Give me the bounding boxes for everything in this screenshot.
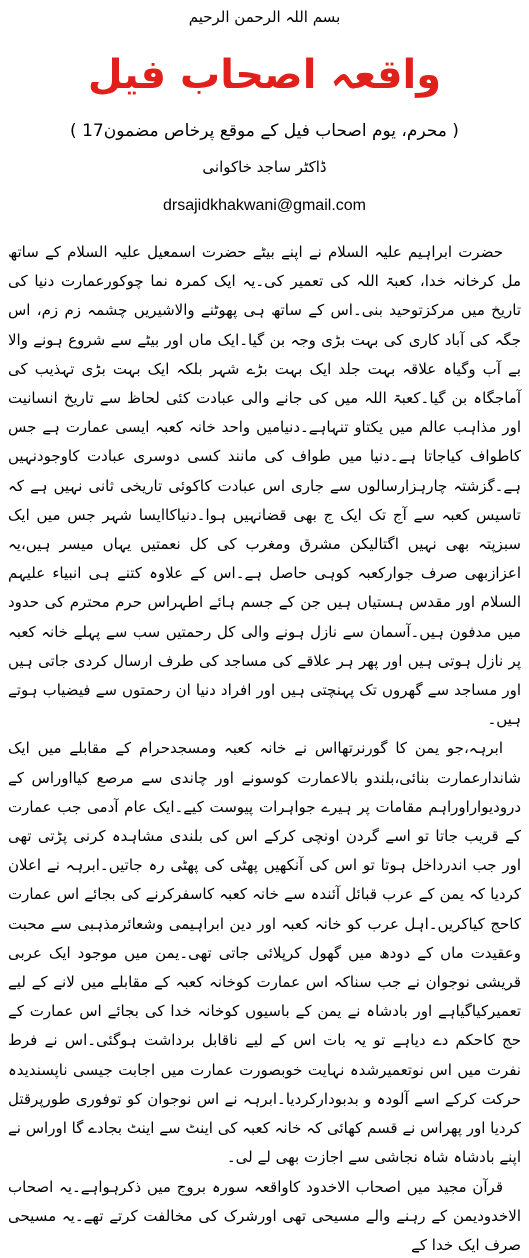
- article-body: [8, 238, 521, 1258]
- paragraph: ابرہہ،جو یمن کا گورنرتھااس نے خانہ کعبہ ومسجدحرام کے مقابلے میں ایک شاندارعمارت بنائی،بلندو بالاعمارت کوسونے اور چاندی سے مرصع کیااوراس کے درودیواراوراہم مقامات پر ہیرے جواہرات پیوست کیے۔ایک عام آدمی جب عمارت کے قریب جاتا تو اسے گردن اونچی کرکے اس کی بلندی مشاہدہ کرنی پڑتی تھی اور جب اندرداخل ہوتا تو اس کی آنکھیں پھٹی کی پھٹی رہ جاتیں۔ابرہہ نے اعلان کردیا کہ یمن کے عرب قبائل آئندہ سے خانہ کعبہ کاسفرکرنے کی بجائے اس عمارت کاحج کیاکریں۔اہل عرب کو خانہ کعبہ اور دین ابراہیمی وشعائرمذہبی سے محبت وعقیدت ماں کے دودھ میں گھول کرپلائی جاتی تھی۔یمن میں موجود ایک عربی قریشی نوجوان نے جب سناکہ اس عمارت کوخانہ کعبہ کے مقابلے میں لانے کے لیے تعمیرکیاگیاہے اور بادشاہ نے یمن کے باسیوں کوخانہ خدا کی بجائے اس عمارت کے حج کاحکم دے دیاہے تو یہ بات اس کے لیے ناقابل برداشت ہوگئی۔اس نے فرط نفرت میں اس نوتعمیرشدہ نہایت خوبصورت عمارت میں اجابت جیسی ناپسندیدہ حرکت کرکے اسے آلودہ و بدبودارکردیا۔ابرہہ نے اس نوجوان کو توفوری طورپرقتل کردیا اور پھراس نے قسم کھائی کہ خانہ کعبہ کی اینٹ سے اینٹ بجادے گا اوراس نے اپنے بادشاہ شاہ نجاشی سے اجازت بھی لے لی۔: [8, 739, 521, 1167]
- article-title: واقعہ اصحاب فیل: [87, 52, 442, 98]
- author-name: ڈاکٹر ساجد خاکوانی: [202, 158, 327, 176]
- paragraph: حضرت ابراہیم علیہ السلام نے اپنے بیٹے حضرت اسمعیل علیہ السلام کے ساتھ مل کرخانہ خدا، کعبۃ اللہ کی تعمیر کی۔یہ ایک کمرہ نما چوکورعمارت دنیا کی تاریخ میں مرکزتوحید بنی۔اس کے ساتھ ہی پھوٹنے والاشیریں چشمہ زم زم، اس جگہ کی آباد کاری کی بہت بڑی وجہ بن گیا۔ایک ماں اور بیٹے سے شروع ہونے والا بے آب وگیاہ علاقہ بہت جلد ایک بہت بڑے شہر بلکہ ایک بہت بڑی تہذیب کی آماجگاہ بن گیا۔کعبۃ اللہ میں کی جانے والی عبادت کئی لحاظ سے تاریخ انسانیت اور مذاہب عالم میں یکتاو تنہاہے۔دنیامیں واحد خانہ کعبہ ایسی عمارت ہے جس کاطواف کیاجاتا ہے۔دنیا میں طواف کی مانند کسی دوسری عبادت کاوجودنہیں ہے۔گزشتہ چارہزارسالوں سے جاری اس عبادت کاکوئی تاریخی ثانی نہیں ہے کہ تاسیس کعبہ سے آج تک ایک ج بھی قضانہیں ہوا۔دنیاکاایسا شہر جس میں ایک سبزپتہ بھی نہیں اگتالیکن مشرق ومغرب کی کل نعمتیں یہاں میسر ہیں،یہ اعزازبھی صرف جوارکعبہ کوہی حاصل ہے۔اس کے علاوہ کتنے ہی انبیاء علیہم السلام اور مقدس ہستیاں ہیں جن کے جسم ہائے اطہراس حرم محترم کی حدود میں مدفون ہیں۔آسمان سے نازل ہونے والی کل رحمتیں سب سے پہلے خانہ کعبہ پر نازل ہوتی ہیں اور پھر ہر علاقے کی مساجد کی طرف ارسال کردی جاتی ہیں اور مساجد سے گھروں تک پہنچتی ہیں اور افراد دنیا ان رحمتوں سے فیضیاب ہوتے ہیں۔: [8, 243, 521, 729]
- bismillah-heading: بسم اللہ الرحمن الرحیم: [188, 8, 341, 26]
- paragraph: قرآن مجید میں اصحاب الاخدود کاواقعہ سورہ بروج میں ذکرہواہے۔یہ اصحاب الاخدودیمن کے رہنے والے مسیحی تھی اورشرک کی مخالفت کرتے تھے۔یہ مسیحی صرف ایک خدا کے: [8, 1177, 521, 1254]
- author-email: drsajidkhakwani@gmail.com: [163, 197, 366, 214]
- article-subtitle: ( 17محرم، یوم اصحاب فیل کے موقع پرخاص مضمون ): [70, 121, 459, 141]
